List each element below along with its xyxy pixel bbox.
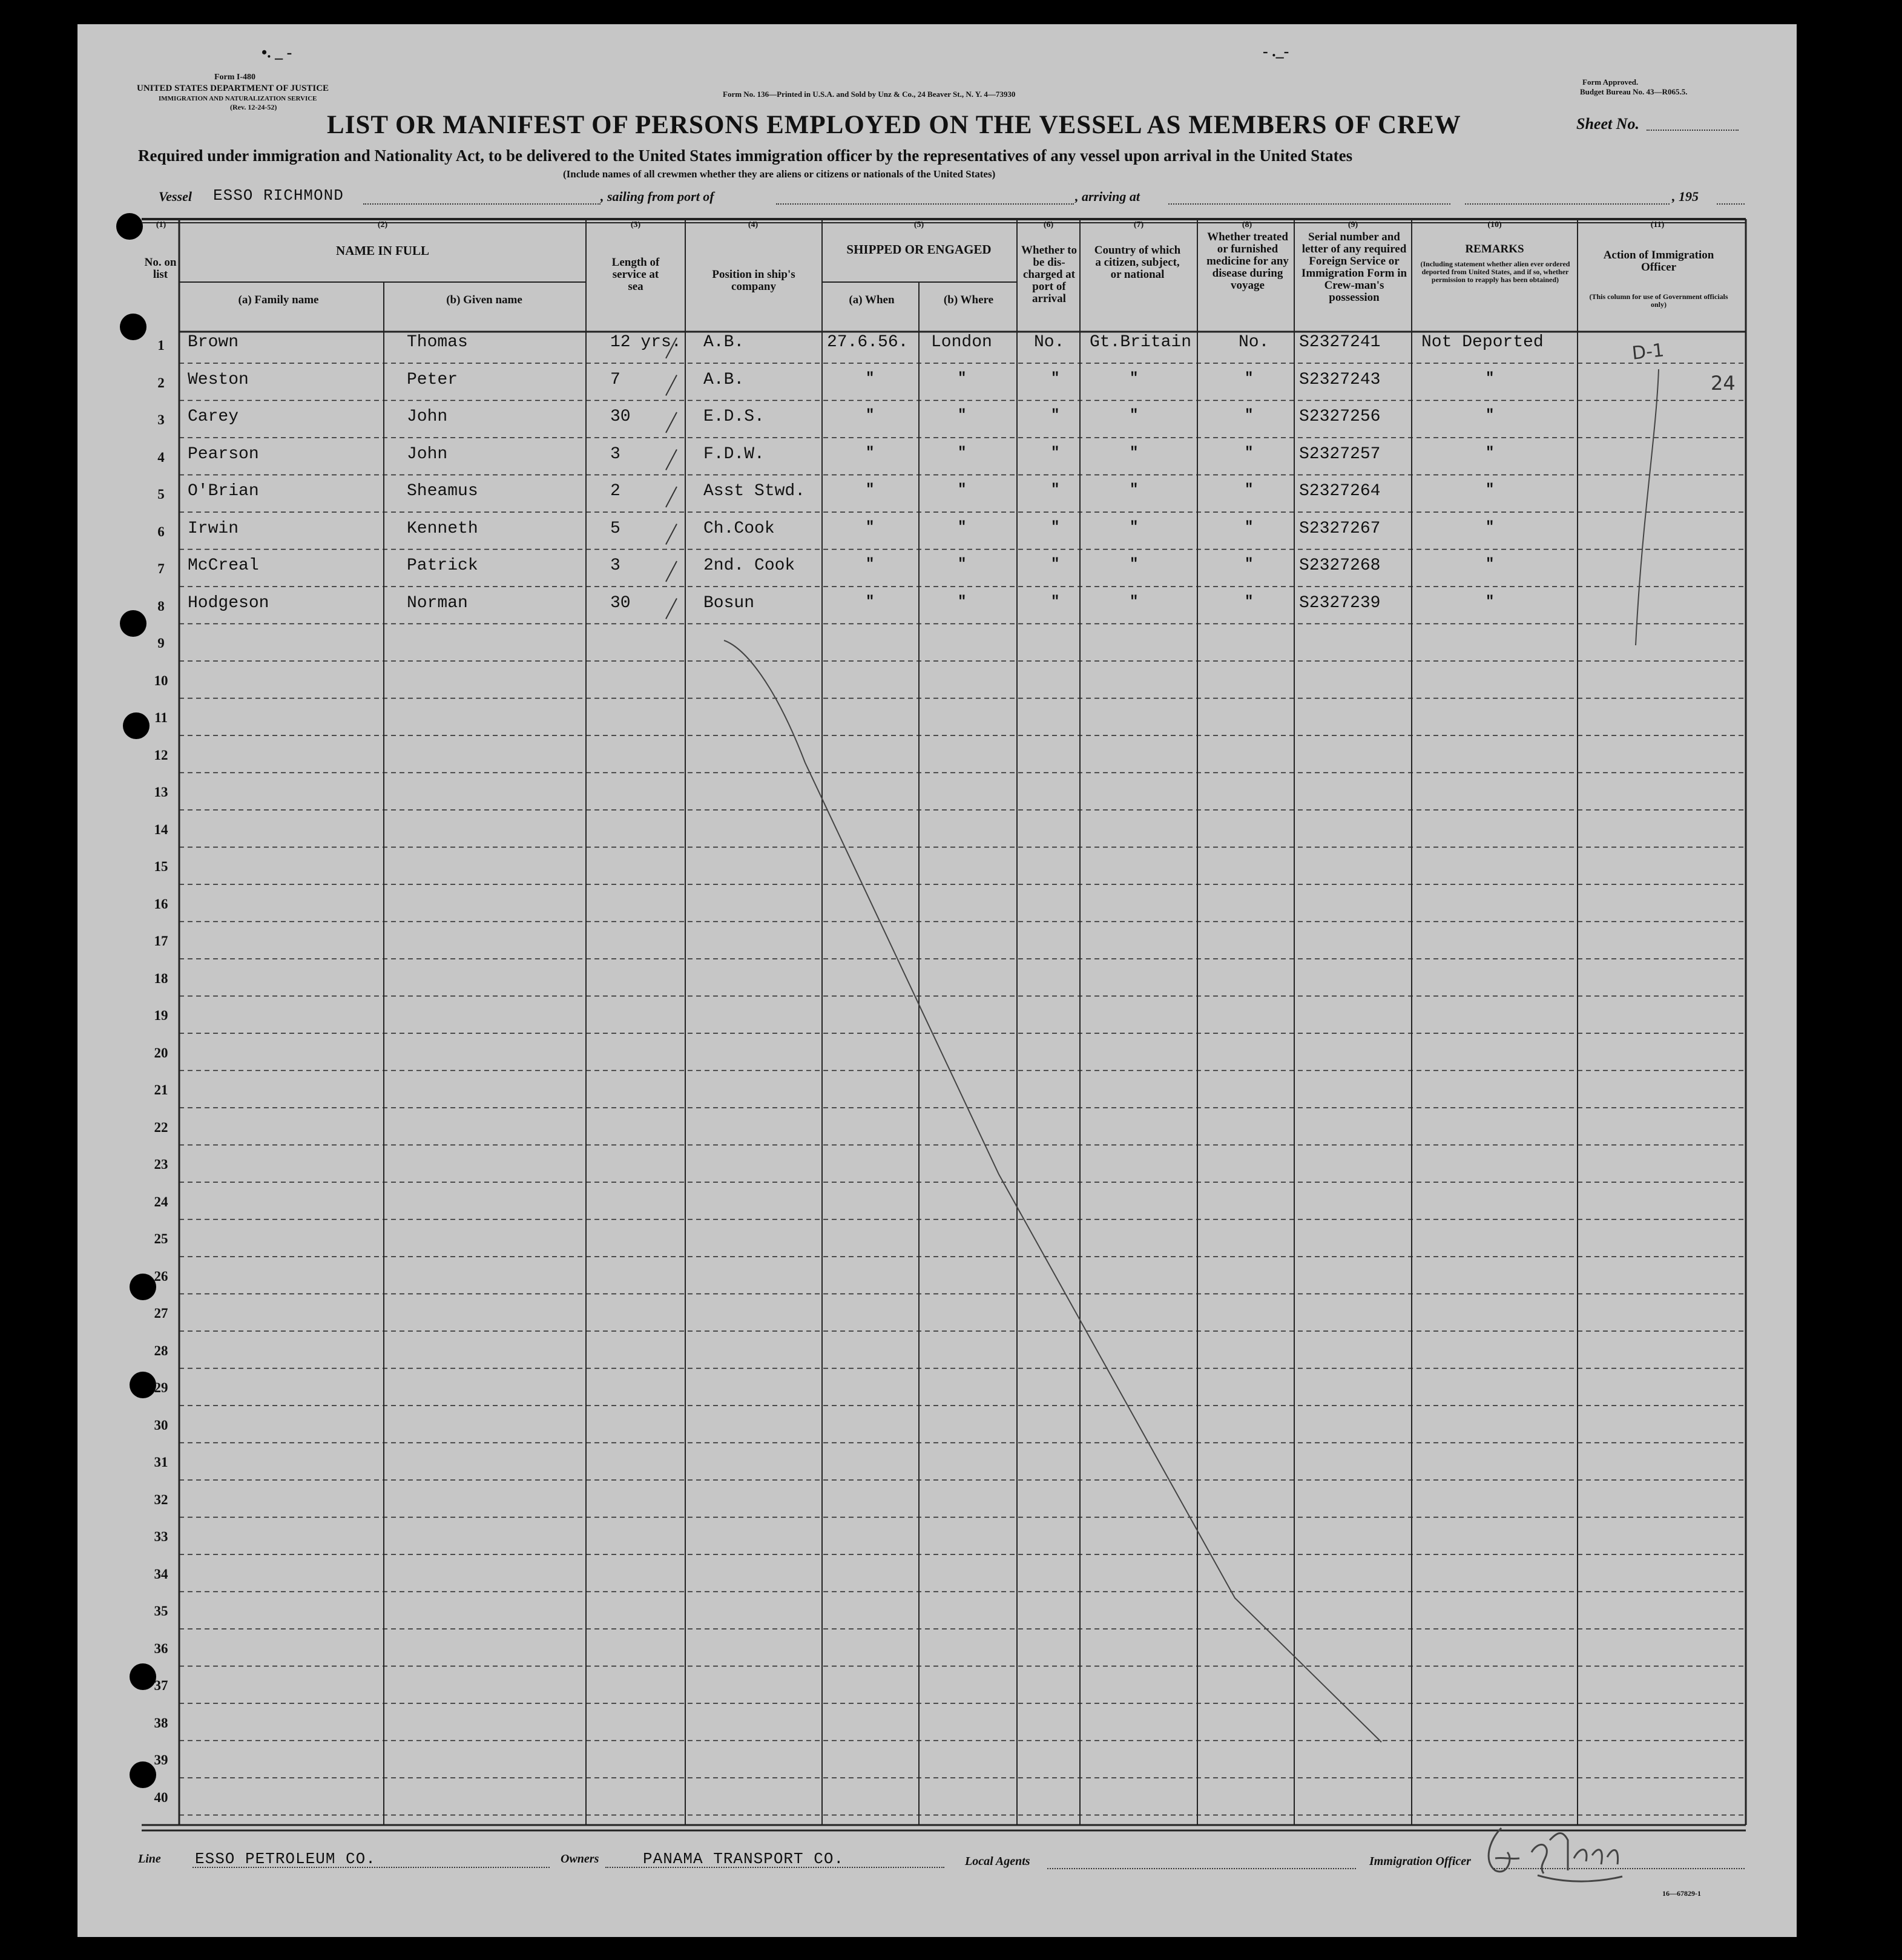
ship-position: Asst Stwd. <box>703 482 806 501</box>
row-number: 24 <box>154 1194 168 1209</box>
length-of-service: 30 <box>610 407 631 426</box>
include-note: (Include names of all crewmen whether they are aliens or citizens or nationals of the United States) <box>563 168 996 180</box>
check-mark <box>666 412 677 433</box>
col7-header: Country of which a citizen, subject, or national <box>1094 244 1181 281</box>
shipped-where: " <box>958 444 967 461</box>
given-name: Patrick <box>407 556 478 575</box>
row-number: 11 <box>154 710 168 725</box>
shipped-when: " <box>866 519 875 536</box>
check-mark <box>666 599 677 619</box>
row-number: 13 <box>154 784 168 800</box>
row-number: 21 <box>154 1082 168 1097</box>
length-of-service: 12 yrs. <box>610 333 682 352</box>
page-title: LIST OR MANIFEST OF PERSONS EMPLOYED ON THE VESSEL AS MEMBERS OF CREW <box>327 111 1461 139</box>
approval: Form Approved. <box>1582 77 1639 87</box>
agents-label: Local Agents <box>965 1855 1030 1868</box>
given-name: Norman <box>407 593 468 613</box>
arriving-label: , arriving at <box>1075 189 1140 204</box>
length-of-service: 5 <box>610 519 620 538</box>
col9-header: Serial number and letter of any required Foreign Service or Immigration Form in Crew-man's possession <box>1301 231 1407 304</box>
given-name: Peter <box>407 370 458 389</box>
row-number: 15 <box>154 859 168 874</box>
row-number: 3 <box>157 412 165 427</box>
serial-number: S2327268 <box>1299 556 1381 575</box>
col8-number: (8) <box>1242 220 1252 229</box>
shipped-when: " <box>866 370 875 387</box>
length-of-service: 3 <box>610 444 620 464</box>
row-number: 25 <box>154 1231 168 1246</box>
col2a-header: (a) Family name <box>238 294 319 306</box>
shipped-where: " <box>958 370 967 387</box>
col5a-header: (a) When <box>849 294 895 306</box>
col4-header: Position in ship's company <box>712 268 795 293</box>
family-name: Irwin <box>188 519 239 538</box>
year-label: , 195 <box>1672 189 1699 204</box>
check-mark <box>666 375 677 396</box>
remarks: " <box>1486 556 1495 573</box>
shipped-where: " <box>958 519 967 536</box>
row-number: 31 <box>154 1455 168 1470</box>
medicine-flag: No. <box>1239 333 1269 352</box>
col10-header: REMARKS <box>1465 243 1524 255</box>
sheet-label: Sheet No. <box>1576 115 1639 133</box>
officer-signature <box>1477 1804 1634 1889</box>
given-name: Sheamus <box>407 482 478 501</box>
row-number: 5 <box>157 487 165 502</box>
row-number: 19 <box>154 1008 168 1023</box>
col1-header: No. on list <box>144 256 177 281</box>
discharged-flag: " <box>1051 370 1060 387</box>
sailing-label: , sailing from port of <box>601 189 714 204</box>
officer-label: Immigration Officer <box>1369 1855 1471 1868</box>
col4-number: (4) <box>748 220 758 229</box>
top-mark-right: - ._- <box>1263 42 1289 60</box>
col9-number: (9) <box>1348 220 1358 229</box>
row-number: 6 <box>157 524 165 539</box>
budget-bureau: Budget Bureau No. 43—R065.5. <box>1580 87 1688 96</box>
shipped-when: " <box>866 444 875 461</box>
row-number: 23 <box>154 1157 168 1172</box>
form-code: 16—67829-1 <box>1662 1889 1701 1898</box>
medicine-flag: " <box>1245 444 1254 461</box>
ship-position: F.D.W. <box>703 444 765 464</box>
ship-position: 2nd. Cook <box>703 556 795 575</box>
row-number: 20 <box>154 1045 168 1061</box>
row-number: 9 <box>157 636 165 651</box>
owners-label: Owners <box>561 1852 599 1866</box>
row-number: 2 <box>157 375 165 390</box>
row-number: 26 <box>154 1268 168 1284</box>
officer-bracket <box>1636 369 1659 645</box>
row-number: 1 <box>157 338 165 353</box>
row-number: 37 <box>154 1678 168 1693</box>
col3-number: (3) <box>630 220 641 229</box>
col11-number: (11) <box>1650 220 1665 229</box>
family-name: Hodgeson <box>188 593 269 613</box>
col2-header: NAME IN FULL <box>335 243 429 258</box>
country: Gt.Britain <box>1090 333 1192 352</box>
col10-subheader: (Including statement whether alien ever ordered deported from United States, and if so, whether permission to reapply has been obtained) <box>1420 260 1570 284</box>
row-number: 40 <box>154 1789 168 1805</box>
remarks: Not Deported <box>1421 333 1544 352</box>
shipped-where: " <box>958 407 967 424</box>
col11-header: Action of Immigration Officer <box>1603 249 1714 274</box>
row-number: 30 <box>154 1417 168 1433</box>
shipped-where: " <box>958 482 967 498</box>
row-number: 4 <box>157 449 165 465</box>
row-number: 35 <box>154 1603 168 1619</box>
given-name: Kenneth <box>407 519 478 538</box>
col11-subheader: (This column for use of Government officials only) <box>1589 292 1728 309</box>
medicine-flag: " <box>1245 556 1254 573</box>
remarks: " <box>1486 370 1495 387</box>
remarks: " <box>1486 519 1495 536</box>
row-number: 14 <box>154 821 168 837</box>
family-name: O'Brian <box>188 482 259 501</box>
col6-header: Whether to be dis-charged at port of arrival <box>1021 244 1077 305</box>
subtitle: Required under immigration and Nationality Act, to be delivered to the United States immigration officer by the representatives of any vessel upon arrival in the United States <box>138 146 1353 165</box>
department: UNITED STATES DEPARTMENT OF JUSTICE <box>137 84 329 93</box>
col2b-header: (b) Given name <box>446 294 522 306</box>
remarks: " <box>1486 482 1495 498</box>
line-label: Line <box>138 1852 161 1866</box>
discharged-flag: " <box>1051 556 1060 573</box>
col7-number: (7) <box>1133 220 1144 229</box>
length-of-service: 30 <box>610 593 631 613</box>
country: " <box>1130 370 1139 387</box>
check-mark <box>666 561 677 582</box>
medicine-flag: " <box>1245 407 1254 424</box>
check-mark <box>666 450 677 470</box>
owners-field <box>605 1867 944 1868</box>
row-number: 36 <box>154 1640 168 1656</box>
shipped-when: 27.6.56. <box>827 333 909 352</box>
medicine-flag: " <box>1245 370 1254 387</box>
country: " <box>1130 407 1139 424</box>
serial-number: S2327257 <box>1299 444 1381 464</box>
discharged-flag: " <box>1051 444 1060 461</box>
length-of-service: 3 <box>610 556 620 575</box>
row-number: 16 <box>154 896 168 912</box>
given-name: John <box>407 444 448 464</box>
top-mark-left: •. _ - <box>262 44 292 61</box>
row-number: 12 <box>154 747 168 763</box>
owners-value: PANAMA TRANSPORT CO. <box>643 1850 844 1868</box>
form-id: Form I-480 <box>214 73 256 82</box>
serial-number: S2327267 <box>1299 519 1381 538</box>
medicine-flag: " <box>1245 593 1254 610</box>
country: " <box>1130 556 1139 573</box>
medicine-flag: " <box>1245 519 1254 536</box>
family-name: Carey <box>188 407 239 426</box>
discharged-flag: " <box>1051 593 1060 610</box>
col1-number: (1) <box>156 220 166 229</box>
row-number: 17 <box>154 933 168 949</box>
check-mark <box>666 487 677 507</box>
discharged-flag: No. <box>1034 333 1065 352</box>
revision: (Rev. 12-24-52) <box>230 103 277 111</box>
row-number: 27 <box>154 1306 168 1321</box>
row-number: 39 <box>154 1752 168 1768</box>
col3-header: Length of service at sea <box>611 256 660 293</box>
shipped-when: " <box>866 407 875 424</box>
remarks: " <box>1486 444 1495 461</box>
row-number: 29 <box>154 1380 168 1395</box>
discharged-flag: " <box>1051 482 1060 498</box>
row-number: 8 <box>157 598 165 614</box>
length-of-service: 7 <box>610 370 620 389</box>
col10-number: (10) <box>1487 220 1502 229</box>
row-number: 32 <box>154 1491 168 1507</box>
shipped-where: London <box>931 333 992 352</box>
country: " <box>1130 482 1139 498</box>
country: " <box>1130 444 1139 461</box>
family-name: Brown <box>188 333 239 352</box>
serial-number: S2327243 <box>1299 370 1381 389</box>
family-name: Pearson <box>188 444 259 464</box>
printer-note: Form No. 136—Printed in U.S.A. and Sold by Unz & Co., 24 Beaver St., N. Y. 4—73930 <box>723 90 1016 99</box>
family-name: McCreal <box>188 556 259 575</box>
family-name: Weston <box>188 370 249 389</box>
row-number: 22 <box>154 1119 168 1135</box>
medicine-flag: " <box>1245 482 1254 498</box>
discharged-flag: " <box>1051 407 1060 424</box>
ship-position: Bosun <box>703 593 755 613</box>
ship-position: A.B. <box>703 333 745 352</box>
country: " <box>1130 519 1139 536</box>
discharged-flag: " <box>1051 519 1060 536</box>
col6-number: (6) <box>1043 220 1054 229</box>
shipped-where: " <box>958 556 967 573</box>
row-number: 28 <box>154 1343 168 1358</box>
row-number: 34 <box>154 1566 168 1582</box>
line-value: ESSO PETROLEUM CO. <box>195 1850 376 1868</box>
row-number: 18 <box>154 970 168 986</box>
row-number: 7 <box>157 561 165 576</box>
service: IMMIGRATION AND NATURALIZATION SERVICE <box>159 95 317 102</box>
officer-mark: D-1 <box>1631 340 1665 364</box>
remarks: " <box>1486 593 1495 610</box>
serial-number: S2327239 <box>1299 593 1381 613</box>
col2-number: (2) <box>377 220 388 229</box>
check-mark <box>666 524 677 545</box>
line-field <box>193 1867 550 1868</box>
given-name: John <box>407 407 448 426</box>
shipped-when: " <box>866 482 875 498</box>
row-number: 38 <box>154 1715 168 1731</box>
shipped-when: " <box>866 593 875 610</box>
serial-number: S2327264 <box>1299 482 1381 501</box>
col5-number: (5) <box>913 220 924 229</box>
ship-position: A.B. <box>703 370 745 389</box>
crew-count: 24 <box>1711 372 1736 395</box>
shipped-where: " <box>958 593 967 610</box>
ship-position: Ch.Cook <box>703 519 775 538</box>
agents-field <box>1047 1868 1356 1869</box>
row-number: 10 <box>154 673 168 688</box>
serial-number: S2327241 <box>1299 333 1381 352</box>
col5b-header: (b) Where <box>943 294 994 306</box>
vessel-name: ESSO RICHMOND <box>213 186 344 205</box>
remarks: " <box>1486 407 1495 424</box>
shipped-when: " <box>866 556 875 573</box>
col8-header: Whether treated or furnished medicine for any disease during voyage <box>1206 231 1289 292</box>
given-name: Thomas <box>407 333 468 352</box>
ship-position: E.D.S. <box>703 407 765 426</box>
serial-number: S2327256 <box>1299 407 1381 426</box>
col5-header: SHIPPED OR ENGAGED <box>846 242 992 257</box>
row-number: 33 <box>154 1529 168 1544</box>
length-of-service: 2 <box>610 482 620 501</box>
vessel-label: Vessel <box>159 189 192 204</box>
country: " <box>1130 593 1139 610</box>
